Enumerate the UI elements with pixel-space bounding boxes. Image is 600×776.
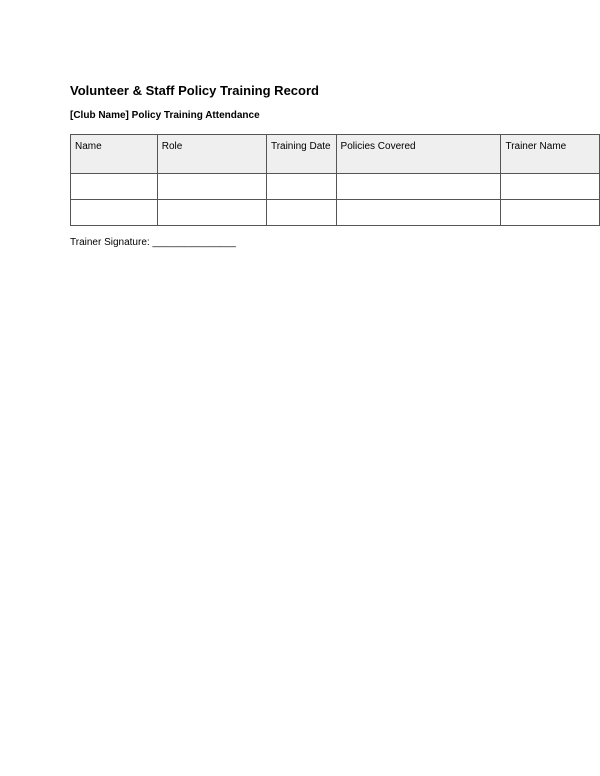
document-title: Volunteer & Staff Policy Training Record xyxy=(70,83,319,98)
table-cell-trainer-name xyxy=(501,174,600,200)
table-cell-policies-covered xyxy=(336,174,501,200)
table-cell-role xyxy=(157,200,266,226)
column-header-role: Role xyxy=(157,135,266,174)
table-cell-name xyxy=(71,200,158,226)
column-header-name: Name xyxy=(71,135,158,174)
table-cell-training-date xyxy=(266,200,336,226)
table-cell-role xyxy=(157,174,266,200)
training-attendance-table xyxy=(70,134,600,226)
trainer-signature-line: Trainer Signature: _______________ xyxy=(70,237,236,248)
table-cell-policies-covered xyxy=(336,200,501,226)
table-row xyxy=(71,200,600,226)
table-cell-training-date xyxy=(266,174,336,200)
table-header-row xyxy=(71,135,600,174)
table-row xyxy=(71,174,600,200)
column-header-trainer-name: Trainer Name xyxy=(501,135,600,174)
document-subtitle: [Club Name] Policy Training Attendance xyxy=(70,110,260,121)
column-header-policies-covered: Policies Covered xyxy=(336,135,501,174)
table-cell-name xyxy=(71,174,158,200)
table-cell-trainer-name xyxy=(501,200,600,226)
column-header-training-date: Training Date xyxy=(266,135,336,174)
